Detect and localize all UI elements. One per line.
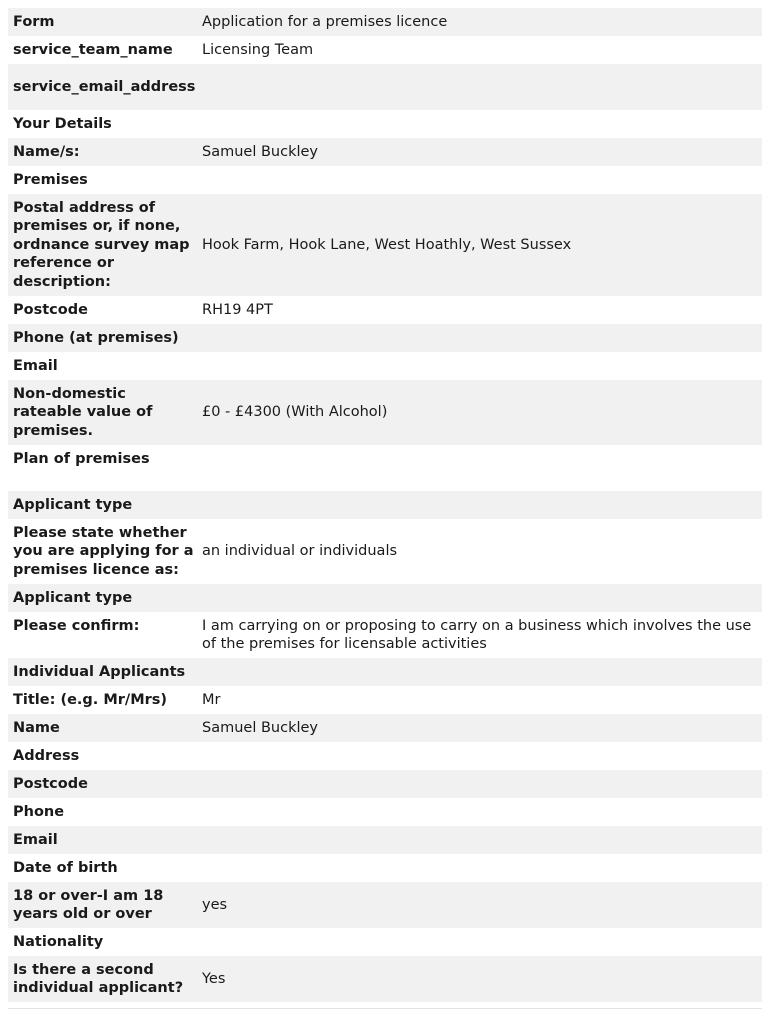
form-row-date-of-birth xyxy=(8,854,762,882)
form-row-name xyxy=(8,714,762,742)
field-value: Hook Farm, Hook Lane, West Hoathly, West Sussex xyxy=(202,236,572,253)
field-label: 18 or over-I am 18 years old or over xyxy=(13,887,164,922)
field-label: service_team_name xyxy=(13,41,173,58)
field-value xyxy=(198,352,762,380)
form-row-phone xyxy=(8,798,762,826)
field-value xyxy=(198,584,762,612)
form-row-age-confirmation xyxy=(8,882,762,928)
field-value: Licensing Team xyxy=(202,41,314,58)
field-label: Phone (at premises) xyxy=(13,329,179,346)
field-label: Title: (e.g. Mr/Mrs) xyxy=(13,691,168,708)
field-label: Plan of premises xyxy=(13,451,150,467)
form-row-names xyxy=(8,138,762,166)
field-value xyxy=(198,491,762,519)
section-heading-applicant-type xyxy=(8,491,762,519)
form-row-plan-of-premises xyxy=(8,445,762,491)
field-value: Mr xyxy=(202,691,221,708)
section-heading-applicant-type-2 xyxy=(8,584,762,612)
field-value xyxy=(198,445,762,491)
field-label: Name xyxy=(13,719,60,736)
field-value: Yes xyxy=(202,970,226,987)
field-label: Name/s: xyxy=(13,143,80,160)
form-row-service-team-name xyxy=(8,36,762,64)
section-heading-your-details xyxy=(8,110,762,138)
form-row-please-confirm xyxy=(8,612,762,658)
field-value: £0 - £4300 (With Alcohol) xyxy=(202,404,388,421)
section-heading-individual-applicants xyxy=(8,658,762,686)
section-heading: Your Details xyxy=(13,115,112,132)
field-value: Samuel Buckley xyxy=(202,143,318,160)
field-value: I am carrying on or proposing to carry on a business which involves the use of the premises for licensable activities xyxy=(202,617,752,652)
field-label: Please confirm: xyxy=(13,618,140,634)
form-row-nationality xyxy=(8,928,762,956)
form-row-service-email-address xyxy=(8,64,762,110)
field-value: an individual or individuals xyxy=(202,543,398,560)
form-row-email xyxy=(8,826,762,854)
form-row-title xyxy=(8,686,762,714)
section-heading: Individual Applicants xyxy=(13,663,186,680)
field-value xyxy=(198,854,762,882)
field-label: Nationality xyxy=(13,933,104,950)
field-value xyxy=(198,798,762,826)
form-row-premises-phone xyxy=(8,324,762,352)
field-value xyxy=(198,64,762,110)
field-label: Form xyxy=(13,13,55,30)
field-label: Date of birth xyxy=(13,859,118,876)
field-label: Postcode xyxy=(13,775,88,792)
field-value: Samuel Buckley xyxy=(202,719,318,736)
field-label: Phone xyxy=(13,803,65,820)
field-label: Email xyxy=(13,831,58,848)
field-label: Email xyxy=(13,357,58,374)
section-heading: Applicant type xyxy=(13,589,133,606)
field-value: RH19 4PT xyxy=(202,301,273,318)
form-row-rateable-value xyxy=(8,380,762,445)
form-row-premises-email xyxy=(8,352,762,380)
section-heading: Applicant type xyxy=(13,496,133,513)
form-row-address xyxy=(8,742,762,770)
form-row-postcode xyxy=(8,770,762,798)
field-value xyxy=(198,166,762,194)
table-continuation xyxy=(8,1008,762,1025)
field-label: Is there a second individual applicant? xyxy=(13,961,184,996)
application-form-table xyxy=(8,8,762,1002)
field-label: Non-domestic rateable value of premises. xyxy=(13,385,153,439)
field-value xyxy=(198,826,762,854)
form-row-premises-postcode xyxy=(8,296,762,324)
field-value xyxy=(198,770,762,798)
form-row-second-applicant xyxy=(8,956,762,1002)
field-value xyxy=(198,658,762,686)
field-value xyxy=(198,324,762,352)
field-label: Address xyxy=(13,747,80,764)
form-row-applying-as xyxy=(8,519,762,584)
form-row-form xyxy=(8,8,762,36)
field-value xyxy=(198,110,762,138)
field-label: Postal address of premises or, if none, ordnance survey map reference or description: xyxy=(13,199,190,290)
section-heading-premises xyxy=(8,166,762,194)
field-value xyxy=(198,928,762,956)
field-label: Postcode xyxy=(13,301,88,318)
field-value xyxy=(198,742,762,770)
form-row-postal-address xyxy=(8,194,762,296)
field-label: Please state whether you are applying for a premises licence as: xyxy=(13,524,194,578)
field-label: service_email_address xyxy=(13,78,196,95)
field-value: Application for a premises licence xyxy=(202,13,448,30)
field-value: yes xyxy=(202,896,228,913)
section-heading: Premises xyxy=(13,171,88,188)
